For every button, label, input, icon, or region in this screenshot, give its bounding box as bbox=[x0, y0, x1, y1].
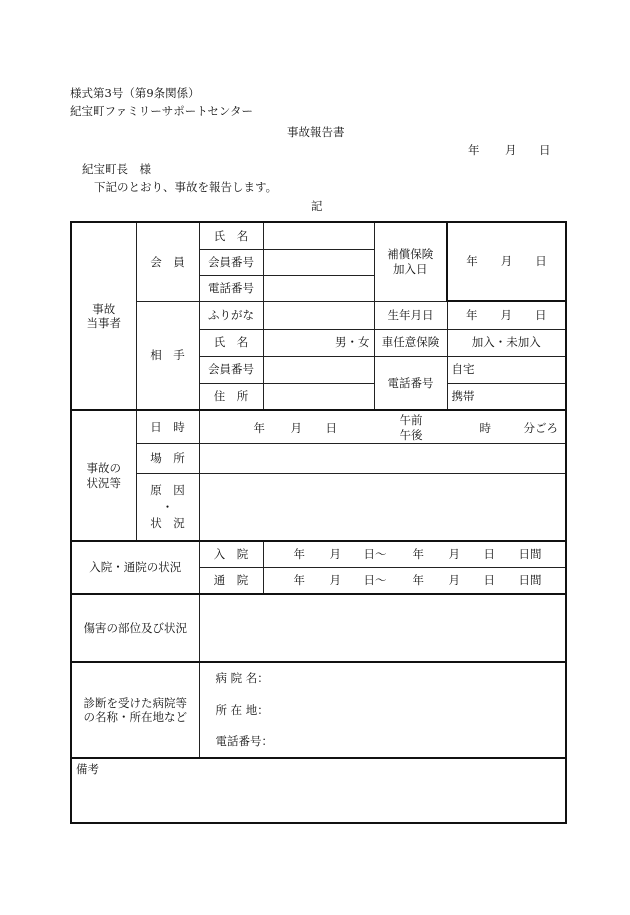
home-phone-field[interactable]: 自宅 bbox=[447, 356, 566, 383]
other-address-label: 住 所 bbox=[199, 383, 263, 410]
member-label: 会 員 bbox=[136, 222, 199, 301]
sex-choice[interactable]: 男・女 bbox=[335, 335, 370, 350]
furigana-field[interactable] bbox=[263, 301, 374, 329]
car-insurance-label: 車任意保険 bbox=[374, 329, 447, 356]
situation-group-label: 事故の 状況等 bbox=[71, 410, 136, 541]
other-member-no-field[interactable] bbox=[263, 356, 374, 383]
other-name-label: 氏 名 bbox=[199, 329, 263, 356]
other-party-label: 相 手 bbox=[136, 301, 199, 410]
hospital-address-label: 所 在 地： bbox=[215, 702, 269, 717]
diagnosis-label: 診断を受けた病院等 の名称・所在地など bbox=[71, 662, 199, 758]
hospital-name-label: 病 院 名： bbox=[215, 671, 269, 686]
place-label: 場 所 bbox=[136, 443, 199, 473]
document-title: 事故報告書 bbox=[287, 125, 345, 139]
addressee: 紀宝町長 様 bbox=[82, 162, 151, 176]
form-number: 様式第3号（第9条関係） bbox=[70, 86, 200, 100]
inpatient-label: 入 院 bbox=[199, 541, 263, 567]
member-name-field[interactable] bbox=[263, 222, 374, 249]
outpatient-label: 通 院 bbox=[199, 567, 263, 594]
cause-label: 原 因 ・ 状 況 bbox=[136, 473, 199, 541]
furigana-label: ふりがな bbox=[199, 301, 263, 329]
remarks-field[interactable] bbox=[71, 758, 566, 823]
am-label: 午前 bbox=[399, 412, 423, 427]
member-no-field[interactable] bbox=[263, 249, 374, 275]
insurance-date-field[interactable]: 年 月 日 bbox=[447, 222, 566, 301]
member-no-label: 会員番号 bbox=[199, 249, 263, 275]
injury-label: 傷害の部位及び状況 bbox=[71, 594, 199, 662]
injury-field[interactable] bbox=[199, 594, 566, 662]
hospital-phone-label: 電話番号： bbox=[215, 734, 273, 749]
remarks-label: 備考 bbox=[76, 762, 99, 776]
outpatient-field[interactable]: 年 月 日～ 年 月 日 日間 bbox=[263, 567, 566, 594]
other-address-field[interactable] bbox=[263, 383, 374, 410]
date-year: 年 bbox=[468, 143, 480, 157]
other-member-no-label: 会員番号 bbox=[199, 356, 263, 383]
cause-field[interactable] bbox=[199, 473, 566, 541]
hospital-stay-label: 入院・通院の状況 bbox=[71, 541, 199, 594]
lead-text: 下記のとおり、事故を報告します。 bbox=[94, 180, 278, 194]
member-name-label: 氏 名 bbox=[199, 222, 263, 249]
diagnosis-field[interactable] bbox=[199, 662, 566, 758]
birthdate-label: 生年月日 bbox=[374, 301, 447, 329]
insurance-date-label: 補償保険 加入日 bbox=[374, 222, 447, 301]
place-field[interactable] bbox=[199, 443, 566, 473]
birthdate-field[interactable]: 年 月 日 bbox=[447, 301, 566, 329]
other-phone-label: 電話番号 bbox=[374, 356, 447, 410]
car-insurance-choice[interactable]: 加入・未加入 bbox=[447, 329, 566, 356]
member-phone-label: 電話番号 bbox=[199, 275, 263, 301]
datetime-label: 日 時 bbox=[136, 410, 199, 443]
parties-group-label: 事故 当事者 bbox=[71, 222, 136, 410]
date-day: 日 bbox=[539, 143, 551, 157]
date-month: 月 bbox=[505, 143, 517, 157]
mobile-phone-field[interactable]: 携帯 bbox=[447, 383, 566, 410]
datetime-field[interactable]: 年 月 日 午前 午後 時 分ごろ bbox=[199, 410, 566, 443]
ki-label: 記 bbox=[311, 199, 323, 213]
organization-name: 紀宝町ファミリーサポートセンター bbox=[70, 104, 253, 118]
member-phone-field[interactable] bbox=[263, 275, 374, 301]
pm-label: 午後 bbox=[399, 427, 423, 442]
inpatient-field[interactable]: 年 月 日～ 年 月 日 日間 bbox=[263, 541, 566, 567]
accident-report-table bbox=[70, 221, 567, 824]
other-name-field[interactable] bbox=[263, 329, 374, 356]
